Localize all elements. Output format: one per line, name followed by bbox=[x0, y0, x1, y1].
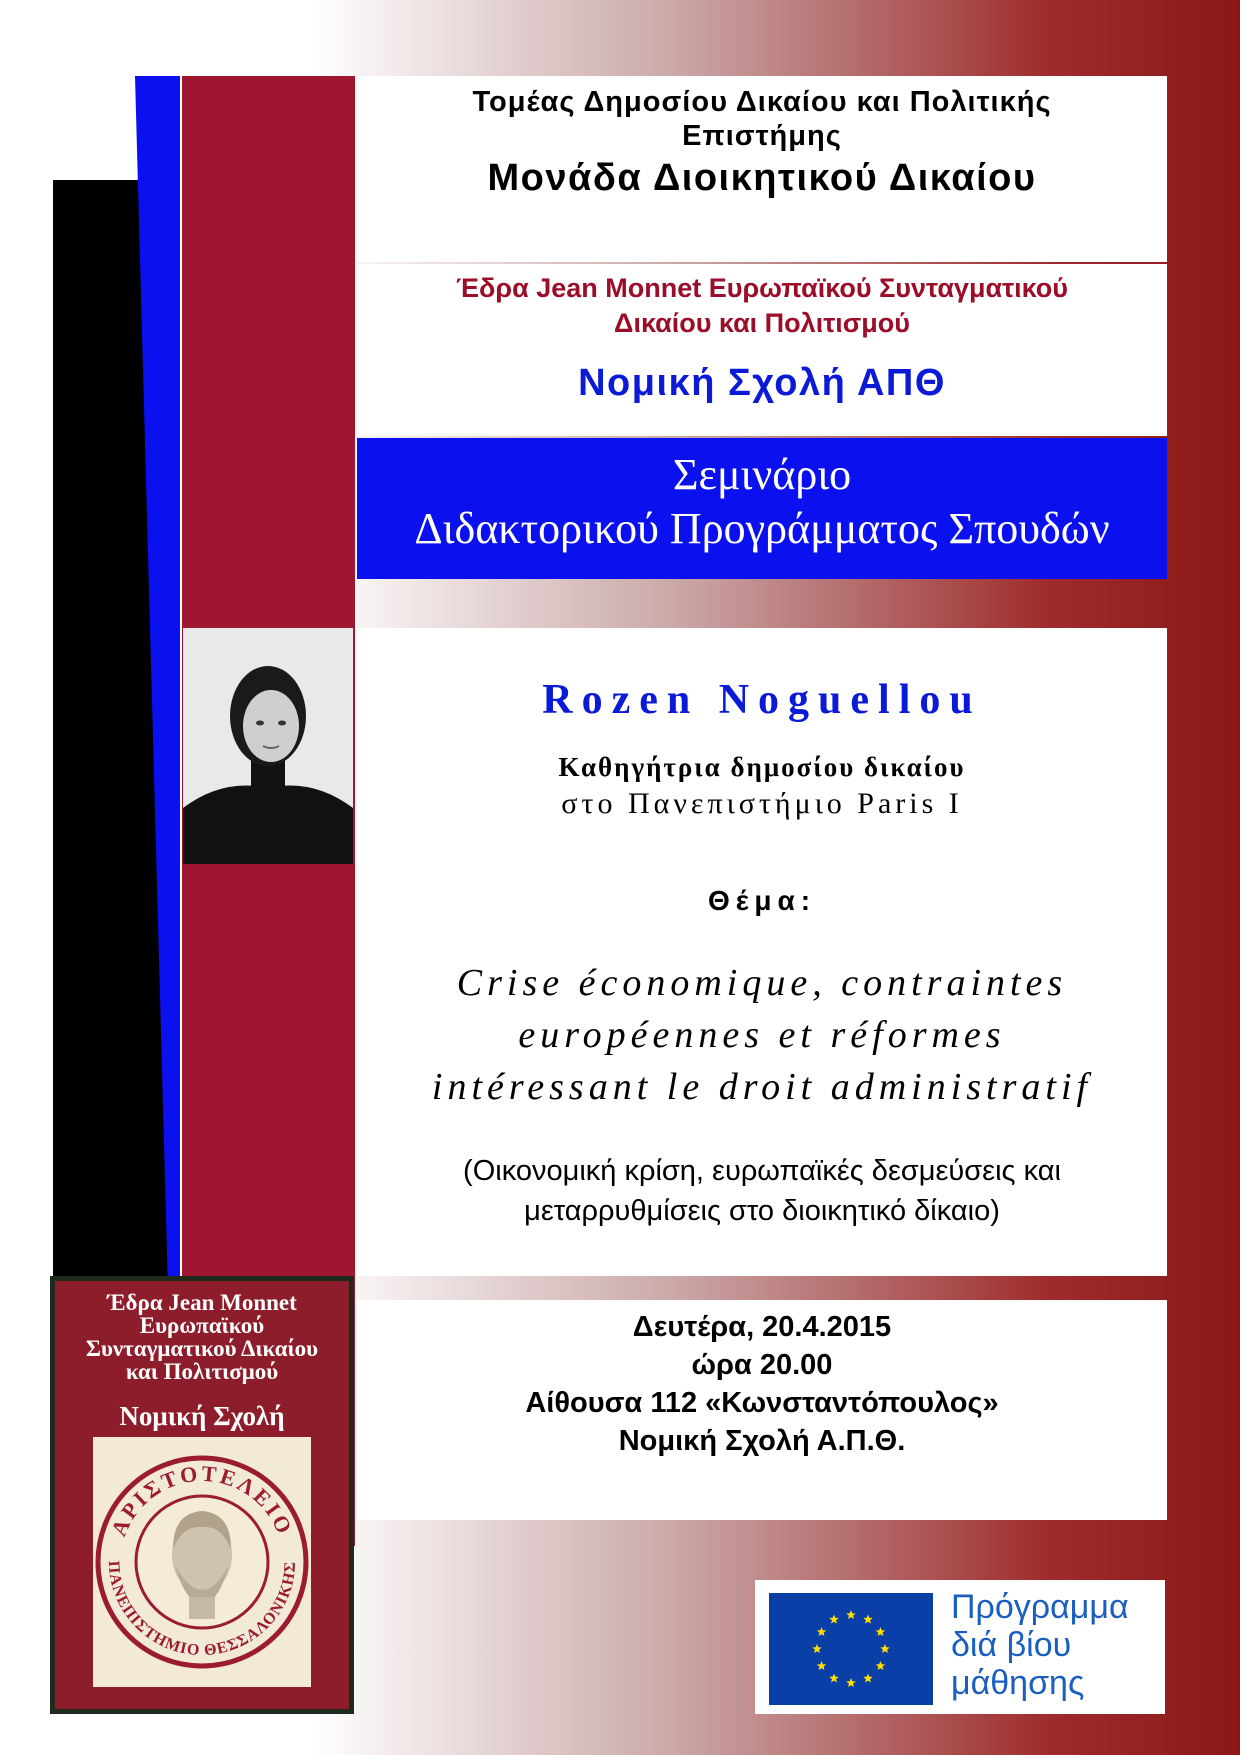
school-title: Νομική Σχολή ΑΠΘ bbox=[578, 362, 946, 404]
eu-text bbox=[951, 1588, 1129, 1702]
speaker-box bbox=[357, 628, 1167, 1276]
header-box bbox=[357, 76, 1167, 262]
logo-school: Νομική Σχολή bbox=[119, 1401, 285, 1431]
jean-monnet-logo bbox=[50, 1276, 354, 1714]
logo-line3: Συνταγματικού Δικαίου bbox=[85, 1336, 319, 1361]
topic-line1: Crise économique, contraintes bbox=[456, 962, 1068, 1004]
seal-top-text: ΑΡΙΣΤΟΤΕΛΕΙΟ bbox=[105, 1460, 299, 1540]
translation-line2: μεταρρυθμίσεις στο διοικητικό δίκαιο) bbox=[524, 1195, 1000, 1227]
eu-logo bbox=[755, 1580, 1165, 1714]
event-date: Δευτέρα, 20.4.2015 bbox=[632, 1311, 892, 1343]
logo-line1: Έδρα Jean Monnet bbox=[107, 1290, 297, 1315]
event-time: ώρα 20.00 bbox=[691, 1349, 833, 1381]
logo-line2: Ευρωπαϊκού bbox=[139, 1313, 265, 1338]
seal-panel bbox=[93, 1437, 311, 1687]
department-line1: Τομέας Δημοσίου Δικαίου και Πολιτικής bbox=[472, 86, 1052, 118]
seminar-line1: Σεμινάριο bbox=[672, 450, 852, 499]
seminar-line2: Διδακτορικού Προγράμματος Σπουδών bbox=[414, 504, 1110, 553]
chair-line1: Έδρα Jean Monnet Ευρωπαϊκού Συνταγματικού bbox=[456, 273, 1068, 303]
topic-line3: intéressant le droit administratif bbox=[431, 1066, 1093, 1108]
speaker-name: Rozen Noguellou bbox=[542, 677, 982, 723]
topic-label: Θέμα: bbox=[707, 885, 817, 916]
eu-line2: διά βίου bbox=[951, 1626, 1072, 1664]
seminar-box bbox=[357, 438, 1167, 579]
portrait-image bbox=[183, 628, 353, 864]
event-venue: Νομική Σχολή Α.Π.Θ. bbox=[618, 1425, 906, 1457]
logo-line4: και Πολιτισμού bbox=[125, 1359, 279, 1384]
unit-title: Μονάδα Διοικητικού Δικαίου bbox=[487, 157, 1037, 199]
department-line2: Επιστήμης bbox=[682, 120, 842, 152]
speaker-affiliation: στο Πανεπιστήμιο Paris I bbox=[561, 787, 963, 820]
eu-line3: μάθησης bbox=[951, 1664, 1085, 1702]
topic-line2: européennes et réformes bbox=[518, 1014, 1006, 1056]
eu-line1: Πρόγραμμα bbox=[951, 1588, 1129, 1626]
seal-text bbox=[93, 1437, 311, 1687]
translation-line1: (Οικονομική κρίση, ευρωπαϊκές δεσμεύσεις και bbox=[463, 1155, 1061, 1187]
svg-text:ΠΑΝΕΠΙΣΤΗΜΙΟ ΘΕΣΣΑΛΟΝΙΚΗΣ bbox=[105, 1560, 299, 1659]
chair-box bbox=[357, 264, 1167, 436]
eu-flag-icon bbox=[769, 1593, 933, 1705]
speaker-photo bbox=[183, 628, 353, 864]
svg-text:ΑΡΙΣΤΟΤΕΛΕΙΟ bbox=[106, 1461, 298, 1540]
speaker-title: Καθηγήτρια δημοσίου δικαίου bbox=[558, 752, 966, 782]
event-box bbox=[357, 1300, 1167, 1520]
event-room: Αίθουσα 112 «Κωνσταντόπουλος» bbox=[525, 1387, 999, 1419]
chair-line2: Δικαίου και Πολιτισμού bbox=[614, 308, 910, 338]
seal-bottom-text: ΠΑΝΕΠΙΣΤΗΜΙΟ ΘΕΣΣΑΛΟΝΙΚΗΣ bbox=[104, 1560, 300, 1660]
